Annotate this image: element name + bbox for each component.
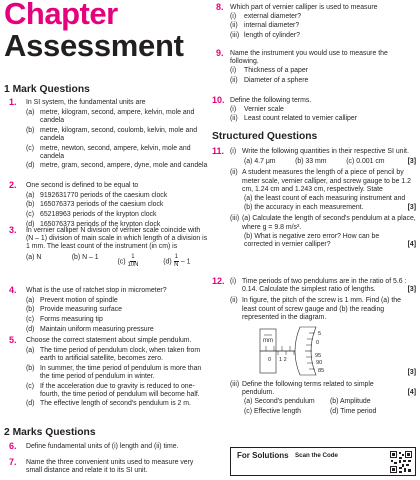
options-row	[26, 254, 209, 269]
sub-question: (i) Thickness of a paper	[230, 67, 308, 75]
term-row: (a) Second's pendulum (b) Amplitude	[244, 398, 371, 406]
diagram-circ-tick: 0	[316, 340, 320, 347]
diagram-main-scale-12: 1 2	[279, 357, 287, 364]
question-3	[4, 227, 209, 269]
diagram-circ-tick: 90	[316, 360, 323, 367]
question-number: 12.	[212, 276, 225, 286]
section-two-marks: 2 Marks Questions	[4, 427, 96, 438]
question-text: Choose the correct statement about simple pendulum.	[26, 337, 192, 344]
option: (a) metre, kilogram, second, ampere, kelvin, mole and candela	[26, 108, 195, 124]
option: (a) Prevent motion of spindle	[26, 296, 118, 304]
diagram-unit-label: mm	[263, 338, 273, 345]
sub-question: (ii) Diameter of a sphere	[230, 76, 309, 84]
question-8	[212, 4, 416, 40]
term-row: (c) Effective length (d) Time period	[244, 407, 377, 415]
question-5	[4, 337, 209, 409]
option: (b) metre, kilogram, second, coulomb, kelvin, mole and candela	[26, 126, 198, 142]
sub-question: (iii) Define the following terms related to simple pendulum. [4]	[230, 381, 416, 397]
left-column	[4, 0, 209, 480]
sub-question: (ii) internal diameter?	[230, 22, 300, 30]
question-9	[212, 50, 416, 85]
question-2	[4, 182, 209, 229]
option-c: (c) $\frac{1}{10N}$	[117, 253, 139, 268]
assessment-title: Assessment	[4, 28, 184, 63]
question-text: In vernier calliper N division of vernier scale coincide with (N – 1) division of main scale in which length of a division is 1 mm. The least count of the instrument (in cm) is	[26, 227, 208, 251]
sub-question: (ii) In figure, the pitch of the screw is 1 mm. Find (a) the least count of screw gauge and (b) the reading represented in the diagram.	[230, 297, 401, 321]
question-number: 4.	[9, 285, 17, 295]
option: (b) 165076373 periods of the caesium clock	[26, 201, 164, 209]
question-number: 1.	[9, 97, 17, 107]
option-b: (b) N – 1	[71, 253, 99, 261]
screw-gauge-figure	[212, 325, 416, 379]
section-one-mark: 1 Mark Questions	[4, 84, 90, 95]
diagram-main-scale-0: 0	[268, 357, 272, 364]
question-text: One second is defined to be equal to	[26, 182, 139, 189]
question-7	[4, 459, 209, 475]
chapter-title: Chapter	[4, 0, 118, 31]
question-10	[212, 97, 416, 124]
option-a: (a) N	[26, 253, 42, 261]
option: (b) In summer, the time period of pendulum is more than the time period of pendulum in winter.	[26, 364, 202, 380]
section-structured: Structured Questions	[212, 131, 318, 142]
screw-gauge-diagram	[212, 325, 416, 379]
question-number: 7.	[9, 457, 17, 467]
question-text: Name the three convenient units used to measure very small distance and relate it to its SI unit.	[26, 459, 194, 475]
question-11	[212, 148, 416, 249]
sub-part: (a) the least count of each measuring instrument and	[244, 195, 406, 203]
option: (a) 9192631770 periods of the caesium clock	[26, 191, 168, 199]
sub-question: (i) Time periods of two pendulums are in the ratio of 5.6 : 0.14. Calculate the simplest ratio of lengths. [3]	[230, 278, 416, 294]
sub-question: (i) Write the following quantities in their respective SI unit.	[230, 148, 409, 155]
question-text: Define the following terms.	[230, 97, 312, 104]
question-12	[212, 278, 416, 416]
question-text: Define fundamental units of (i) length and (ii) time.	[26, 443, 179, 450]
option: (d) metre, gram, second, ampere, dyne, mole and candela	[26, 162, 208, 170]
question-4	[4, 287, 209, 334]
diagram-circ-tick: 85	[318, 368, 325, 375]
question-6	[4, 443, 209, 451]
sub-question: (i) external diameter?	[230, 13, 302, 21]
unit-options: (a) 4.7 μm (b) 33 mm (c) 0.001 cm [3]	[244, 158, 417, 166]
option: (b) Provide measuring surface	[26, 306, 122, 314]
option: (c) metre, newton, second, ampere, kelvin, mole and candela	[26, 144, 191, 160]
option: (c) 65218963 periods of the krypton clock	[26, 211, 157, 219]
sub-question: (ii) Least count related to vernier calliper	[230, 115, 357, 123]
sub-question: (ii) A student measures the length of a piece of pencil by meter scale, vernier calliper, and screw gauge to be 1.2 cm, 1.24 cm and 1.243 cm, respectively. State	[230, 169, 411, 193]
right-column	[212, 0, 416, 480]
option-d: (d) $\frac{1}{N}$ – 1	[163, 253, 191, 268]
question-number: 6.	[9, 441, 17, 451]
qr-code-icon[interactable]	[389, 450, 413, 474]
question-1	[4, 99, 209, 171]
solutions-box	[230, 447, 416, 476]
option: (a) The time period of pendulum clock, when taken from earth to artificial satellite, becomes zero.	[26, 346, 201, 362]
sub-part: (b) the accuracy in each measurement. [3]	[244, 204, 416, 212]
sub-question: (iii) length of cylinder?	[230, 31, 300, 39]
marks: [3]	[407, 369, 416, 377]
question-number: 11.	[212, 146, 225, 156]
question-text: What is the use of ratchet stop in micrometer?	[26, 287, 167, 294]
sub-part: (b) What is negative zero error? How can be corrected in vernier calliper? [4]	[244, 232, 416, 249]
option: (d) Maintain uniform measuring pressure	[26, 325, 154, 333]
question-text: Which part of vernier calliper is used to measure	[230, 4, 378, 11]
option: (c) Forms measuring tip	[26, 316, 103, 324]
option: (d) The effective length of second's pendulum is 2 m.	[26, 400, 191, 408]
question-text: In SI system, the fundamental units are	[26, 99, 146, 106]
option: (c) If the acceleration due to gravity is reduced to one-fourth, the time period of pendulum will become half.	[26, 382, 200, 398]
question-number: 3.	[9, 225, 17, 235]
sub-question: (i) Vernier scale	[230, 106, 284, 114]
sub-question: (iii) (a) Calculate the length of second's pendulum at a place, where g = 9.8 m/s².	[230, 215, 416, 231]
question-text: Name the instrument you would use to measure the following.	[230, 50, 388, 66]
diagram-circ-tick: 5	[318, 331, 322, 338]
marks: [3]	[407, 158, 417, 166]
option: (d) 165076373 periods of the krypton clock	[26, 220, 161, 228]
question-number: 8.	[216, 2, 224, 12]
scan-code-label: Scan the Code	[295, 452, 338, 459]
question-number: 10.	[212, 95, 225, 105]
question-number: 9.	[216, 48, 224, 58]
diagram-circ-tick: 95	[315, 353, 322, 360]
question-number: 5.	[9, 335, 17, 345]
solutions-label: For Solutions	[237, 451, 289, 460]
question-number: 2.	[9, 180, 17, 190]
